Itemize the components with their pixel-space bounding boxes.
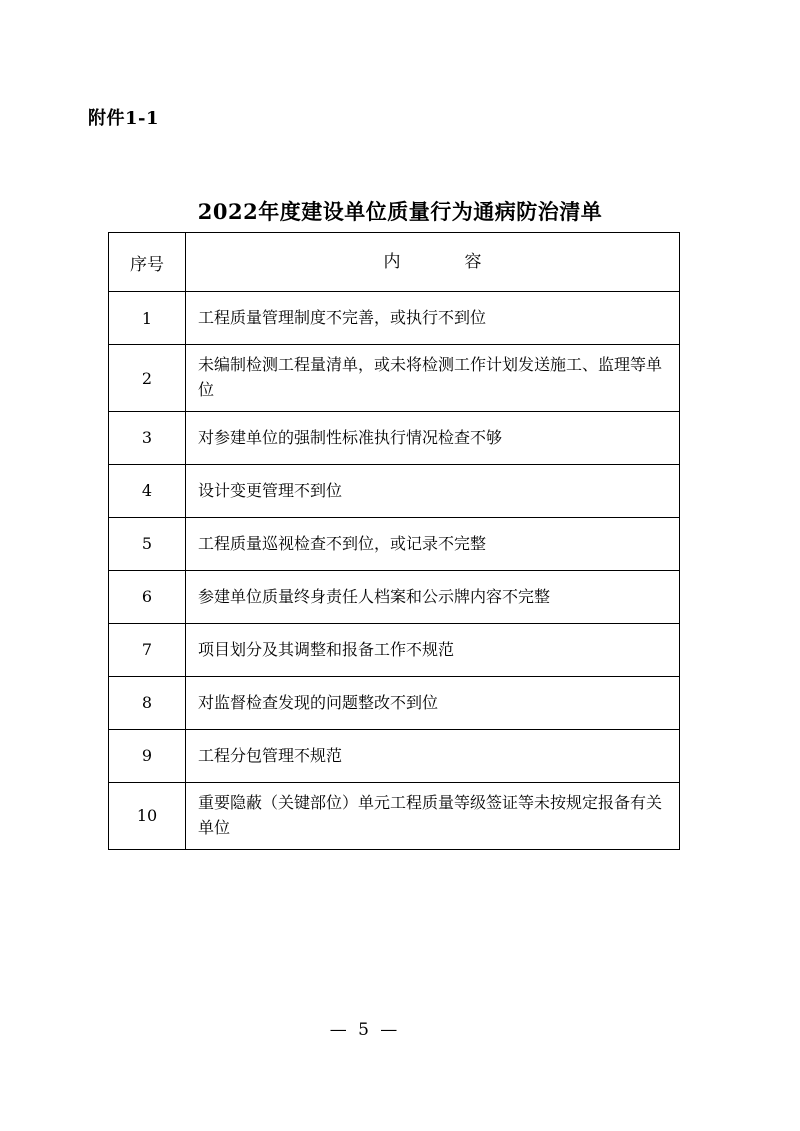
row-content: 设计变更管理不到位 bbox=[186, 464, 680, 517]
page-number-text: — 5 — bbox=[329, 1020, 401, 1040]
table-row bbox=[109, 464, 680, 517]
table-row bbox=[109, 782, 680, 849]
row-content: 对监督检查发现的问题整改不到位 bbox=[186, 676, 680, 729]
table-header-content: 内 容 bbox=[186, 233, 680, 292]
checklist-table bbox=[108, 232, 680, 850]
row-index: 3 bbox=[109, 411, 186, 464]
row-content: 对参建单位的强制性标准执行情况检查不够 bbox=[186, 411, 680, 464]
table-row bbox=[109, 570, 680, 623]
row-content: 工程质量巡视检查不到位，或记录不完整 bbox=[186, 517, 680, 570]
row-index: 6 bbox=[109, 570, 186, 623]
row-index: 1 bbox=[109, 292, 186, 345]
attachment-label: 附件1-1 bbox=[88, 108, 160, 129]
row-index: 4 bbox=[109, 464, 186, 517]
checklist-table-wrapper bbox=[108, 232, 680, 850]
row-content: 未编制检测工程量清单，或未将检测工作计划发送施工、监理等单位 bbox=[186, 345, 680, 412]
table-header bbox=[109, 233, 680, 292]
row-index: 8 bbox=[109, 676, 186, 729]
table-row bbox=[109, 411, 680, 464]
row-index: 9 bbox=[109, 729, 186, 782]
row-content: 参建单位质量终身责任人档案和公示牌内容不完整 bbox=[186, 570, 680, 623]
table-row bbox=[109, 345, 680, 412]
row-content: 重要隐蔽（关键部位）单元工程质量等级签证等未按规定报备有关单位 bbox=[186, 782, 680, 849]
table-row bbox=[109, 729, 680, 782]
row-index: 2 bbox=[109, 345, 186, 412]
table-body bbox=[109, 292, 680, 849]
row-index: 5 bbox=[109, 517, 186, 570]
table-row bbox=[109, 517, 680, 570]
table-row bbox=[109, 623, 680, 676]
row-content: 工程质量管理制度不完善，或执行不到位 bbox=[186, 292, 680, 345]
row-index: 10 bbox=[109, 782, 186, 849]
row-index: 7 bbox=[109, 623, 186, 676]
page-number bbox=[0, 1020, 800, 1040]
table-row bbox=[109, 292, 680, 345]
table-row bbox=[109, 676, 680, 729]
row-content: 工程分包管理不规范 bbox=[186, 729, 680, 782]
page-title: 2022年度建设单位质量行为通病防治清单 bbox=[197, 199, 603, 224]
row-content: 项目划分及其调整和报备工作不规范 bbox=[186, 623, 680, 676]
table-header-index: 序号 bbox=[109, 233, 186, 292]
table-header-row bbox=[109, 233, 680, 292]
